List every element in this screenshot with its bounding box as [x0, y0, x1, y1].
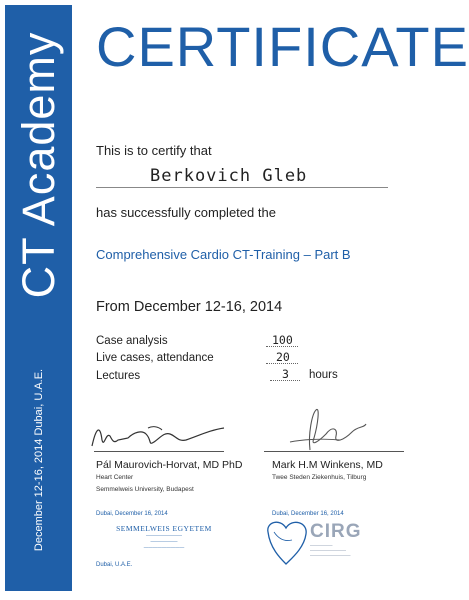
signature-left: [88, 418, 228, 452]
signatory-left-place-date: Dubai, December 16, 2014: [96, 511, 168, 517]
stat-label-lectures: Lectures: [96, 370, 141, 382]
recipient-name: Berkovich Gleb: [150, 166, 308, 186]
course-title: Comprehensive Cardio CT-Training – Part B: [96, 247, 351, 262]
recipient-underline: [96, 187, 388, 188]
completed-text: has successfully completed the: [96, 205, 276, 220]
stat-dotted-line: [270, 380, 300, 381]
cirg-logo-title: CIRG: [310, 521, 362, 542]
signatory-right-name: Mark H.M Winkens, MD: [272, 459, 383, 471]
stat-dotted-line: [266, 363, 298, 364]
semmelweis-seal-title: SEMMELWEIS EGYETEM: [116, 524, 212, 533]
stat-unit-hours: hours: [309, 369, 338, 381]
signatory-left-location: Dubai, U.A.E.: [96, 562, 133, 568]
cirg-logo: [310, 521, 362, 558]
stat-label-case-analysis: Case analysis: [96, 335, 168, 347]
semmelweis-seal-lines: ———————— —————— —————————: [143, 533, 185, 550]
stat-label-live-cases: Live cases, attendance: [96, 352, 214, 364]
course-dates: From December 12-16, 2014: [96, 299, 283, 315]
signatory-left-name: Pál Maurovich-Horvat, MD PhD: [96, 459, 243, 471]
certify-intro: This is to certify that: [96, 143, 212, 158]
sidebar-event-wrap: [5, 335, 72, 585]
certificate-title: CERTIFICATE: [96, 15, 469, 78]
signature-line-left: [94, 451, 224, 452]
stat-value-live-cases: 20: [276, 350, 290, 364]
cirg-heart-logo-icon: [262, 518, 312, 566]
stat-dotted-line: [266, 346, 298, 347]
stat-value-case-analysis: 100: [272, 333, 293, 347]
signature-right: [280, 404, 370, 454]
sidebar-org-wrap: [5, 31, 72, 299]
signatory-left-role: Heart Center: [96, 474, 134, 481]
sidebar-event-line: December 12-16, 2014 Dubai, U.A.E.: [32, 368, 45, 552]
signatory-right-place-date: Dubai, December 16, 2014: [272, 511, 344, 517]
signatory-left-affiliation: Semmelweis University, Budapest: [96, 486, 194, 493]
signature-line-right: [264, 451, 404, 452]
cirg-logo-lines: ————— ———————— —————————: [310, 543, 351, 558]
sidebar-band: [5, 5, 72, 591]
signatory-right-role: Twee Steden Ziekenhuis, Tilburg: [272, 474, 367, 481]
stat-value-lectures: 3: [282, 367, 289, 381]
semmelweis-seal: [104, 524, 224, 551]
sidebar-org-name: CT Academy: [12, 31, 64, 299]
